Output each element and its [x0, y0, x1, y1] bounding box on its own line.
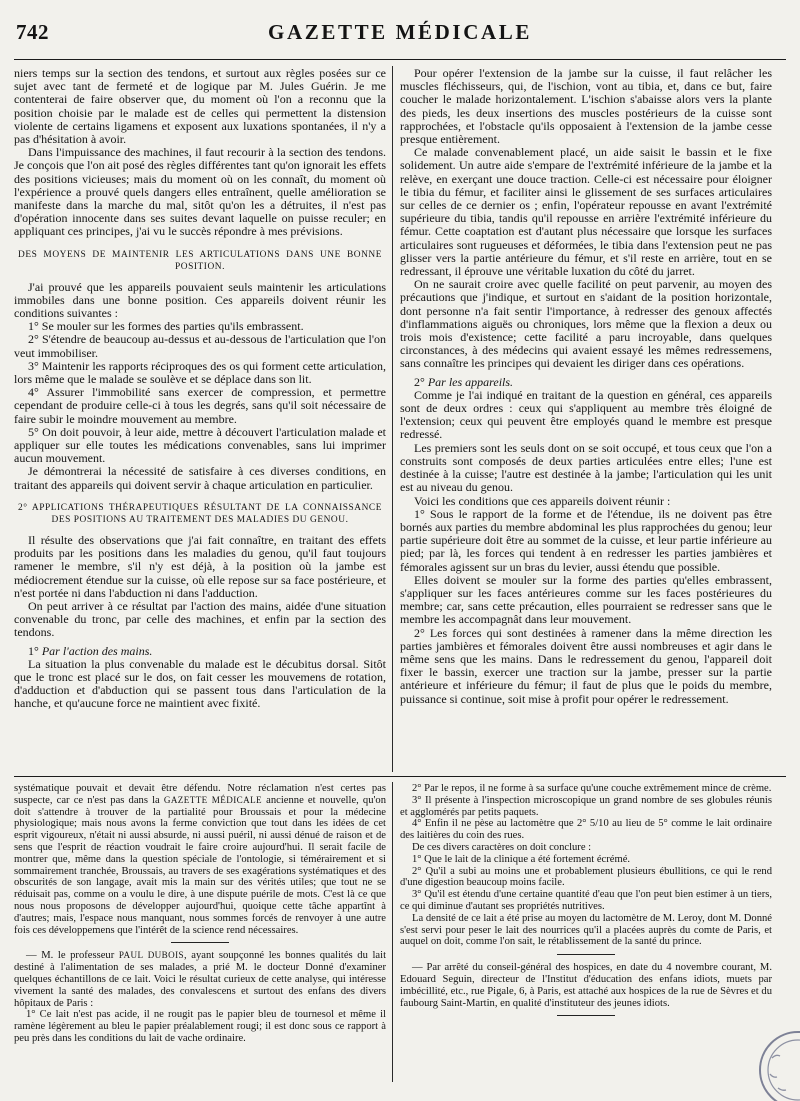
feuilleton-column-divider: [392, 782, 393, 1082]
text-segment: — M. le professeur: [26, 950, 119, 962]
emphasized-text: PAUL DUBOIS: [118, 950, 185, 961]
text-segment: systématique pouvait et devait être défendu. Notre réclamation n'est certes pas suspecte, car ce n'est pas dans la: [14, 783, 386, 806]
paragraph: De ces divers caractères on doit conclure :: [412, 841, 592, 853]
continued-paragraph: niers temps sur la section des tendons, et surtout aux règles posées sur ce sujet avec tant de fermeté et de logique par M. Jules Guérin. Je me contenterai de faire observer que, du moment où l'on a reconnu que la position choisie par le malade est de celles qui permettent la distension violente de certains ligamens et exposent aux luxations spontanées, il n'y a pas d'hésitation à avoir.: [14, 67, 386, 147]
paragraph: 5° On doit pouvoir, à leur aide, mettre à découvert l'articulation malade et appliquer sur elle toutes les médications convenables, sans lui imprimer aucun mouvement.: [14, 424, 386, 466]
paragraph: Pour opérer l'extension de la jambe sur la cuisse, il faut relâcher les muscles fléchisseurs, qui, de l'ischion, vont au tibia, et, dans ce but, faire coucher le malade horizontalement. L'ischion s'abaisse alors vers la plante des pieds, les deux insertions des muscles postérieurs de la cuisse sont rapprochées, et l'obstacle qu'ils opposaient à l'extension de la jambe cesse presque entièrement.: [400, 67, 772, 147]
paragraph: Les premiers sont les seuls dont on se soit occupé, et tous ceux que l'on a construits sont composés de deux parties articulées entre elles; l'une est destinée à la cuisse; l'autre est destinée à la jambe; l'articulation qui les unit est au niveau du genou.: [400, 440, 772, 495]
paragraph: 1° Sous le rapport de la forme et de l'étendue, ils ne doivent pas être bornés aux parties du membre abdominal les plus rapprochées du genou; leur partie supérieure doit être au sommet de la cuisse, et leur partie inférieure au pied; par là, les forces qui tendent à en redresser les parties jambières et fémorales agissent sur un bras du levier, aussi étendu que possible.: [400, 506, 772, 574]
paragraph: 2° S'étendre de beaucoup au-dessus et au-dessous de l'articulation que l'on veut immobiliser.: [14, 332, 386, 360]
paragraph: 2° Qu'il a subi au moins une et probablement plusieurs ébullitions, ce qui le rend d'une digestion beaucoup moins facile.: [400, 865, 772, 889]
paragraph: — Par arrêté du conseil-général des hospices, en date du 4 novembre courant, M. Edouard Seguin, directeur de l'Institut d'éducation des enfans idiots, muets par imbécillité, etc., rue Pigale, 6, à Paris, est attaché aux hospices de la rue de Sèvres et du faubourg Saint-Martin, en qualité d'instituteur des jeunes idiots.: [400, 962, 772, 1009]
subsection-heading: [400, 376, 772, 389]
text-segment: , ayant soupçonné les bonnes qualités du lait destiné à l'alimentation de ses malades, a prié M. le docteur Donné d'examiner quelques échantillons de ce lait. Voici le résultat curieux de cette analyse, qui intéresse vivement la santé des malades, des convalescens et surtout des enfans des divers hôpitaux de Paris :: [14, 950, 386, 1009]
article-left-column: [14, 67, 386, 770]
library-stamp-icon: [748, 1018, 800, 1101]
subsection-heading: [14, 645, 386, 658]
page-number: 742: [16, 20, 49, 44]
paragraph: Voici les conditions que ces appareils doivent réunir :: [414, 493, 671, 508]
stamp-inner-ring: [768, 1040, 800, 1100]
paragraph: Elles doivent se mouler sur la forme des parties qu'elles embrassent, s'appliquer sur les faces antérieures comme sur les faces postérieures du membre; car, sans cette précaution, elles pourraient se redresser sans que le membre les accompagnât dans leur mouvement.: [400, 572, 772, 627]
paragraph: 1° Que le lait de la clinique a été fortement écrémé.: [412, 853, 631, 865]
paragraph: Je démontrerai la nécessité de satisfaire à ces diverses conditions, en traitant des appareils qui doivent servir à chaque articulation en particulier.: [14, 464, 386, 492]
paragraph: [14, 950, 386, 1009]
section-heading: 2° APPLICATIONS THÉRAPEUTIQUES RÉSULTANT DE LA CONNAISSANCE DES POSITIONS AU TRAITEMENT DES MALADIES DU GENOU.: [18, 502, 382, 525]
paragraph: Il résulte des observations que j'ai fait connaître, en traitant des effets produits par les positions dans les maladies du genou, qu'il faut toujours ramener le membre, s'il n'y est déjà, à la position où la jambe est médiocrement étendue sur la cuisse, où elle repose sur sa face postérieure, et n'est portée ni dans l'abduction ni dans l'adduction.: [14, 532, 386, 600]
text-segment: 1°: [28, 643, 42, 658]
separator-rule: [557, 954, 615, 955]
paragraph: La densité de ce lait a été prise au moyen du lactomètre de M. Leroy, dont M. Donné s'est servi pour peser le lait des nourrices qu'il a placées auprès du comte de Paris, et auquel on doit, comme l'on sait, le rétablissement de la santé du prince.: [400, 912, 772, 948]
separator-rule: [557, 1015, 615, 1016]
paragraph: J'ai prouvé que les appareils pouvaient seuls maintenir les articulations immobiles dans une bonne position. Ces appareils doivent réunir les conditions suivantes :: [14, 279, 386, 321]
paragraph: Dans l'impuissance des machines, il faut recourir à la section des tendons. Je conçois que l'on ait posé des règles différentes tant qu'on ignorait les effets des positions vicieuses; mais du moment où on les connaît, du moment où l'expérience a prouvé quels dangers elles entraînent, quelle amélioration se manifeste dans la marche du mal, sitôt qu'on les a détruites, il n'est pas d'opération innocente dans ses suites devant laquelle on puisse reculer; en appliquant ces principes, j'ai vu le succès répondre à mes prévisions.: [14, 145, 386, 239]
masthead-title: GAZETTE MÉDICALE: [268, 20, 532, 44]
stamp-outer-ring: [760, 1032, 800, 1101]
paragraph: 4° Assurer l'immobilité sans exercer de compression, et permettre cependant de produire celle-ci à tous les degrés, sans qu'il soit nécessaire de faire subir le moindre mouvement au membre.: [14, 385, 386, 426]
emphasized-text: GAZETTE MÉDICALE: [163, 794, 263, 805]
continued-paragraph: [14, 783, 386, 936]
emphasized-text: Par l'action des mains.: [41, 643, 153, 658]
paragraph: 3° Qu'il est étendu d'une certaine quantité d'eau que l'on peut bien estimer à un tiers, ce qui diminue d'autant ses propriétés nutritives.: [400, 889, 772, 912]
paragraph: On peut arriver à ce résultat par l'action des mains, aidée d'une situation convenable du tronc, par celle des machines, et enfin par la section des tendons.: [14, 598, 386, 640]
news-left-column: [14, 783, 386, 1085]
news-right-column: [400, 783, 772, 1085]
paragraph: 2° Par le repos, il ne forme à sa surface qu'une couche extrêmement mince de crème.: [412, 783, 772, 794]
article-right-column: [400, 67, 772, 770]
paragraph: 1° Ce lait n'est pas acide, il ne rougit pas le papier bleu de tournesol et même il ramène légèrement au bleu le papier préalablement rougi; il est donc sous ce rapport à peu près dans les conditions du lait de vache ordinaire.: [14, 1009, 386, 1044]
paragraph: Comme je l'ai indiqué en traitant de la question en général, ces appareils sont de deux ordres : ceux qui s'appliquent au membre très éloigné de l'extension; ceux qui peuvent être employés quand le membre est presque redressé.: [400, 387, 772, 442]
text-segment: ancienne et nouvelle, qu'on doit s'attendre à trouver de la partialité pour Broussais et pour la médecine physiologique; mais nous avons la ferme conviction que tout dans les idées de cet esprit vigoureux, n'était ni aussi absurde, ni aussi puéril, ni aussi dénué de raison et de sens que l'esprit de réaction voudrait le faire croire aujourd'hui. Il serait facile de montrer que, même dans la question spéciale de l'ontologie, si témérairement et si sommairement tranchée, Broussais, au travers de ses exagérations systématiques et des obscurités de son langage, avait mis la main sur des vérités utiles; que tout ne se réduisait pas, comme on a voulu le dire, à une dispute puérile de mots. C'est là ce que nous nous proposons de développer aujourd'hui, quoique cette tâche appartînt à d'autres; mais, l'espace nous manquant, nous sommes forcés de renvoyer à une autre fois ces développemens que l'intérêt de la science rend nécessaires.: [14, 794, 386, 936]
header-rule: [14, 59, 786, 60]
section-heading: DES MOYENS DE MAINTENIR LES ARTICULATIONS DANS UNE BONNE POSITION.: [18, 249, 382, 272]
paragraph: La situation la plus convenable du malade est le décubitus dorsal. Sitôt que le tronc est placé sur le dos, on fait cesser les mouvemens de rotation, d'adduction et d'abduction qui se passent tous dans l'articulation de la hanche, et qu'aucune force ne maintient avec fixité.: [14, 656, 386, 711]
paragraph: 3° Il présente à l'inspection microscopique un grand nombre de ses globules réunis et agglomérés par petits paquets.: [400, 794, 772, 818]
paragraph: 4° Enfin il ne pèse au lactomètre que 2° 5/10 au lieu de 5° comme le lait ordinaire des laitières du coin des rues.: [400, 818, 772, 842]
emphasized-text: Par les appareils.: [427, 374, 514, 389]
paragraph: Ce malade convenablement placé, un aide saisit le bassin et le fixe solidement. Un autre aide s'empare de l'extrémité inférieure de la jambe et la relève, en exerçant une douce traction. Celle-ci est nécessaire pour éloigner le tibia du fémur, et faciliter ainsi le glissement de ses surfaces articulaires sur celles de ce dernier os ; enfin, l'opérateur repousse en avant l'extrémité supérieure du tibia, tandis qu'il repousse en arrière l'extrémité inférieure du fémur. Cette coaptation est d'autant plus nécessaire que lorsque les surfaces articulaires sont rugueuses et déformées, le tibia dans l'extension peut ne pas glisser vers la partie antérieure du fémur, et s'il reste en arrière, tout en se redressant, il éprouve une véritable luxation du côté du jarret.: [400, 145, 772, 279]
paragraph: 1° Se mouler sur les formes des parties qu'ils embrassent.: [28, 319, 304, 334]
paragraph: 3° Maintenir les rapports réciproques des os qui forment cette articulation, lors même que le malade se soulève et se déplace dans son lit.: [14, 358, 386, 387]
section-rule: [14, 776, 786, 777]
text-segment: 2°: [414, 374, 428, 389]
separator-rule: [171, 942, 229, 943]
paragraph: On ne saurait croire avec quelle facilité on peut parvenir, au moyen des précautions que j'indique, et surtout en s'aidant de la position horizontale, dont personne n'a fait sentir l'importance, à redresser des genoux affectés d'inflammations aiguës ou chroniques, lors même que la flexion a deux ou trois mois d'existence; cette facilité a paru incroyable, dans quelques circonstances, à des médecins qui avaient essayé les mêmes redressemens, sans connaître les principes qui devaient les diriger dans ces opérations.: [400, 277, 772, 371]
article-column-divider: [392, 66, 393, 772]
paragraph: 2° Les forces qui sont destinées à ramener dans la même direction les parties jambières et fémorales doivent être aussi nombreuses et agir dans le même sens que les mains. Dans le redressement du genou, l'appareil doit fixer le bassin, exercer une traction sur la jambe, presser sur la partie antérieure et inférieure du fémur; il faut de plus que le poids du membre, puissance si continue, soit mise à profit pour opérer le redressement.: [400, 625, 772, 706]
